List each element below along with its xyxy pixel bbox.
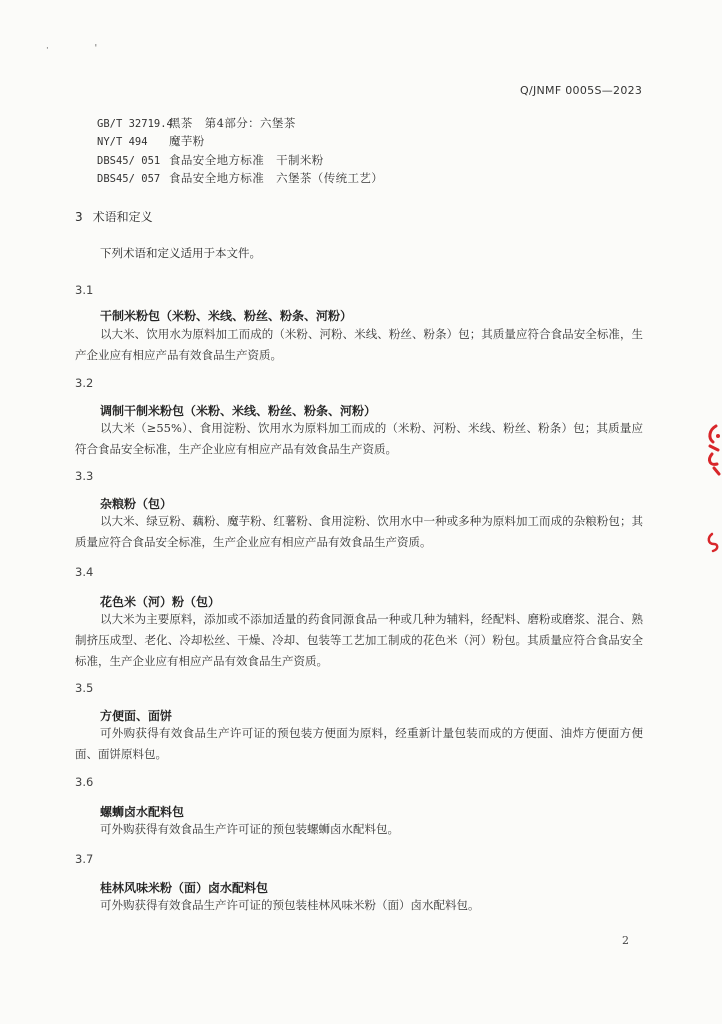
reference-code: NY/T 494	[97, 136, 148, 148]
seal-stamp-icon	[704, 530, 722, 554]
document-code: Q/JNMF 0005S—2023	[520, 84, 643, 97]
term-definition: 以大米（≥55%）、食用淀粉、饮用水为原料加工而成的（米粉、河粉、米线、粉丝、粉条）包；其质量应符合食品安全标准，生产企业应有相应产品有效食品生产资质。	[75, 421, 643, 456]
reference-title: 食品安全地方标准 六堡茶（传统工艺）	[169, 171, 384, 185]
section-title: 术语和定义	[92, 210, 153, 224]
reference-item	[97, 170, 383, 186]
clause-number: 3.6	[75, 775, 94, 789]
scan-specks: · '	[46, 44, 98, 54]
reference-title: 魔芋粉	[169, 134, 205, 148]
term-definition: 可外购获得有效食品生产许可证的预包装螺蛳卤水配料包。	[100, 822, 399, 836]
term-title: 花色米（河）粉（包）	[100, 595, 221, 609]
term-definition: 可外购获得有效食品生产许可证的预包装方便面为原料，经重新计量包装而成的方便面、油炸方便面方便面、面饼原料包。	[75, 726, 643, 761]
term-definition: 以大米、绿豆粉、藕粉、魔芋粉、红薯粉、食用淀粉、饮用水中一种或多种为原料加工而成的杂粮粉包；其质量应符合食品安全标准，生产企业应有相应产品有效食品生产资质。	[75, 514, 643, 549]
page-number: 2	[622, 934, 629, 947]
term-definition: 可外购获得有效食品生产许可证的预包装桂林风味米粉（面）卤水配料包。	[100, 898, 480, 912]
term-title: 干制米粉包（米粉、米线、粉丝、粉条、河粉）	[100, 309, 353, 323]
reference-item	[97, 152, 324, 168]
reference-code: DBS45/ 051	[97, 155, 161, 167]
clause-number: 3.3	[75, 469, 94, 483]
term-title: 调制干制米粉包（米粉、米线、粉丝、粉条、河粉）	[100, 404, 377, 418]
reference-code: DBS45/ 057	[97, 173, 161, 185]
term-title: 桂林风味米粉（面）卤水配料包	[100, 881, 269, 895]
clause-number: 3.2	[75, 376, 94, 390]
term-definition: 以大米为主要原料，添加或不添加适量的药食同源食品一种或几种为辅料，经配料、磨粉或磨浆、混合、熟制挤压成型、老化、冷却松丝、干燥、冷却、包装等工艺加工制成的花色米（河）粉包。其质量应符合食品安全标准，生产企业应有相应产品有效食品生产资质。	[75, 612, 643, 668]
clause-number: 3.5	[75, 681, 94, 695]
reference-code: GB/T 32719.4	[97, 118, 173, 130]
reference-item	[97, 115, 296, 131]
section-number: 3	[75, 210, 83, 224]
clause-number: 3.4	[75, 565, 94, 579]
term-definition: 以大米、饮用水为原料加工而成的（米粉、河粉、米线、粉丝、粉条）包；其质量应符合食品安全标准，生产企业应有相应产品有效食品生产资质。	[75, 327, 643, 362]
term-title: 杂粮粉（包）	[100, 497, 173, 511]
reference-title: 食品安全地方标准 干制米粉	[169, 153, 324, 167]
term-title: 方便面、面饼	[100, 709, 173, 723]
section-intro: 下列术语和定义适用于本文件。	[100, 246, 261, 260]
clause-number: 3.1	[75, 283, 94, 297]
seal-stamp-icon	[704, 420, 722, 480]
section-heading	[75, 208, 153, 225]
reference-title: 黑茶 第4部分：六堡茶	[169, 116, 296, 130]
reference-item	[97, 133, 205, 149]
clause-number: 3.7	[75, 852, 94, 866]
term-title: 螺蛳卤水配料包	[100, 805, 185, 819]
